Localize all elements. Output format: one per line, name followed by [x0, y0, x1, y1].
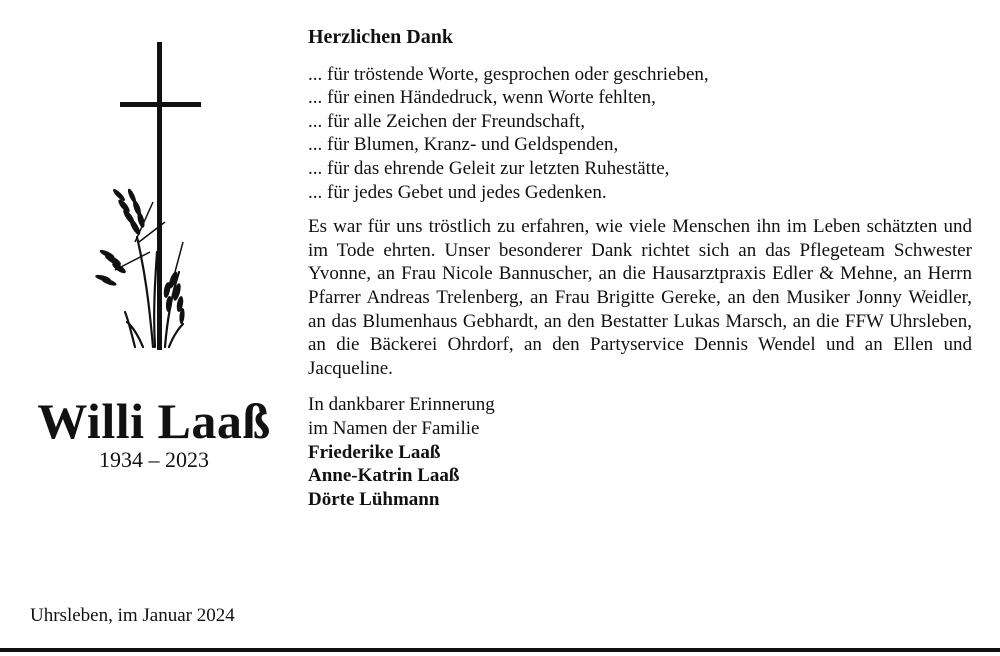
deceased-name: Willi Laaß — [37, 393, 271, 449]
thanks-line: ... für alle Zeichen der Freundschaft, — [308, 110, 585, 132]
thanks-line: ... für Blumen, Kranz- und Geldspenden, — [308, 134, 619, 156]
life-years: 1934 – 2023 — [99, 447, 209, 472]
thanks-line: ... für das ehrende Geleit zur letzten Ruhestätte, — [308, 157, 670, 179]
thanks-line: ... für einen Händedruck, wenn Worte fehlten, — [308, 87, 656, 109]
right-column — [308, 26, 972, 511]
left-column — [0, 0, 290, 648]
closing-line: im Namen der Familie — [308, 417, 480, 439]
thanks-line: ... für tröstende Worte, gesprochen oder geschrieben, — [308, 63, 709, 85]
cross-with-wheat-icon — [95, 42, 215, 362]
signatory: Anne-Katrin Laaß — [308, 465, 460, 487]
thanks-list — [308, 63, 972, 205]
place-and-date: Uhrsleben, im Januar 2024 — [30, 605, 235, 626]
thanks-line: ... für jedes Gebet und jedes Gedenken. — [308, 181, 607, 203]
closing-line: In dankbarer Erinnerung — [308, 394, 495, 416]
signatory: Dörte Lühmann — [308, 488, 440, 510]
acknowledgement-paragraph: Es war für uns tröstlich zu erfahren, wie viele Menschen ihn im Leben schätzten und im Tode ehrten. Unser besonderer Dank richtet sich an das Pflegeteam Schwester Yvonne, an Frau Nicole Bannuscher, an die Hausarztpraxis Edler & Mehne, an Herrn Pfarrer Andreas Trelenberg, an Frau Brigitte Gereke, an den Musiker Jonny Weidler, an das Blumenhaus Gebhardt, an den Bestatter Lukas Marsch, an die FFW Uhrsleben, an die Bäckerei Ohrdorf, an den Partyservice Dennis Wendel und an Ellen und Jacqueline. — [308, 216, 972, 379]
signatory: Friederike Laaß — [308, 441, 441, 463]
closing — [308, 393, 972, 511]
heading: Herzlichen Dank — [308, 26, 453, 48]
